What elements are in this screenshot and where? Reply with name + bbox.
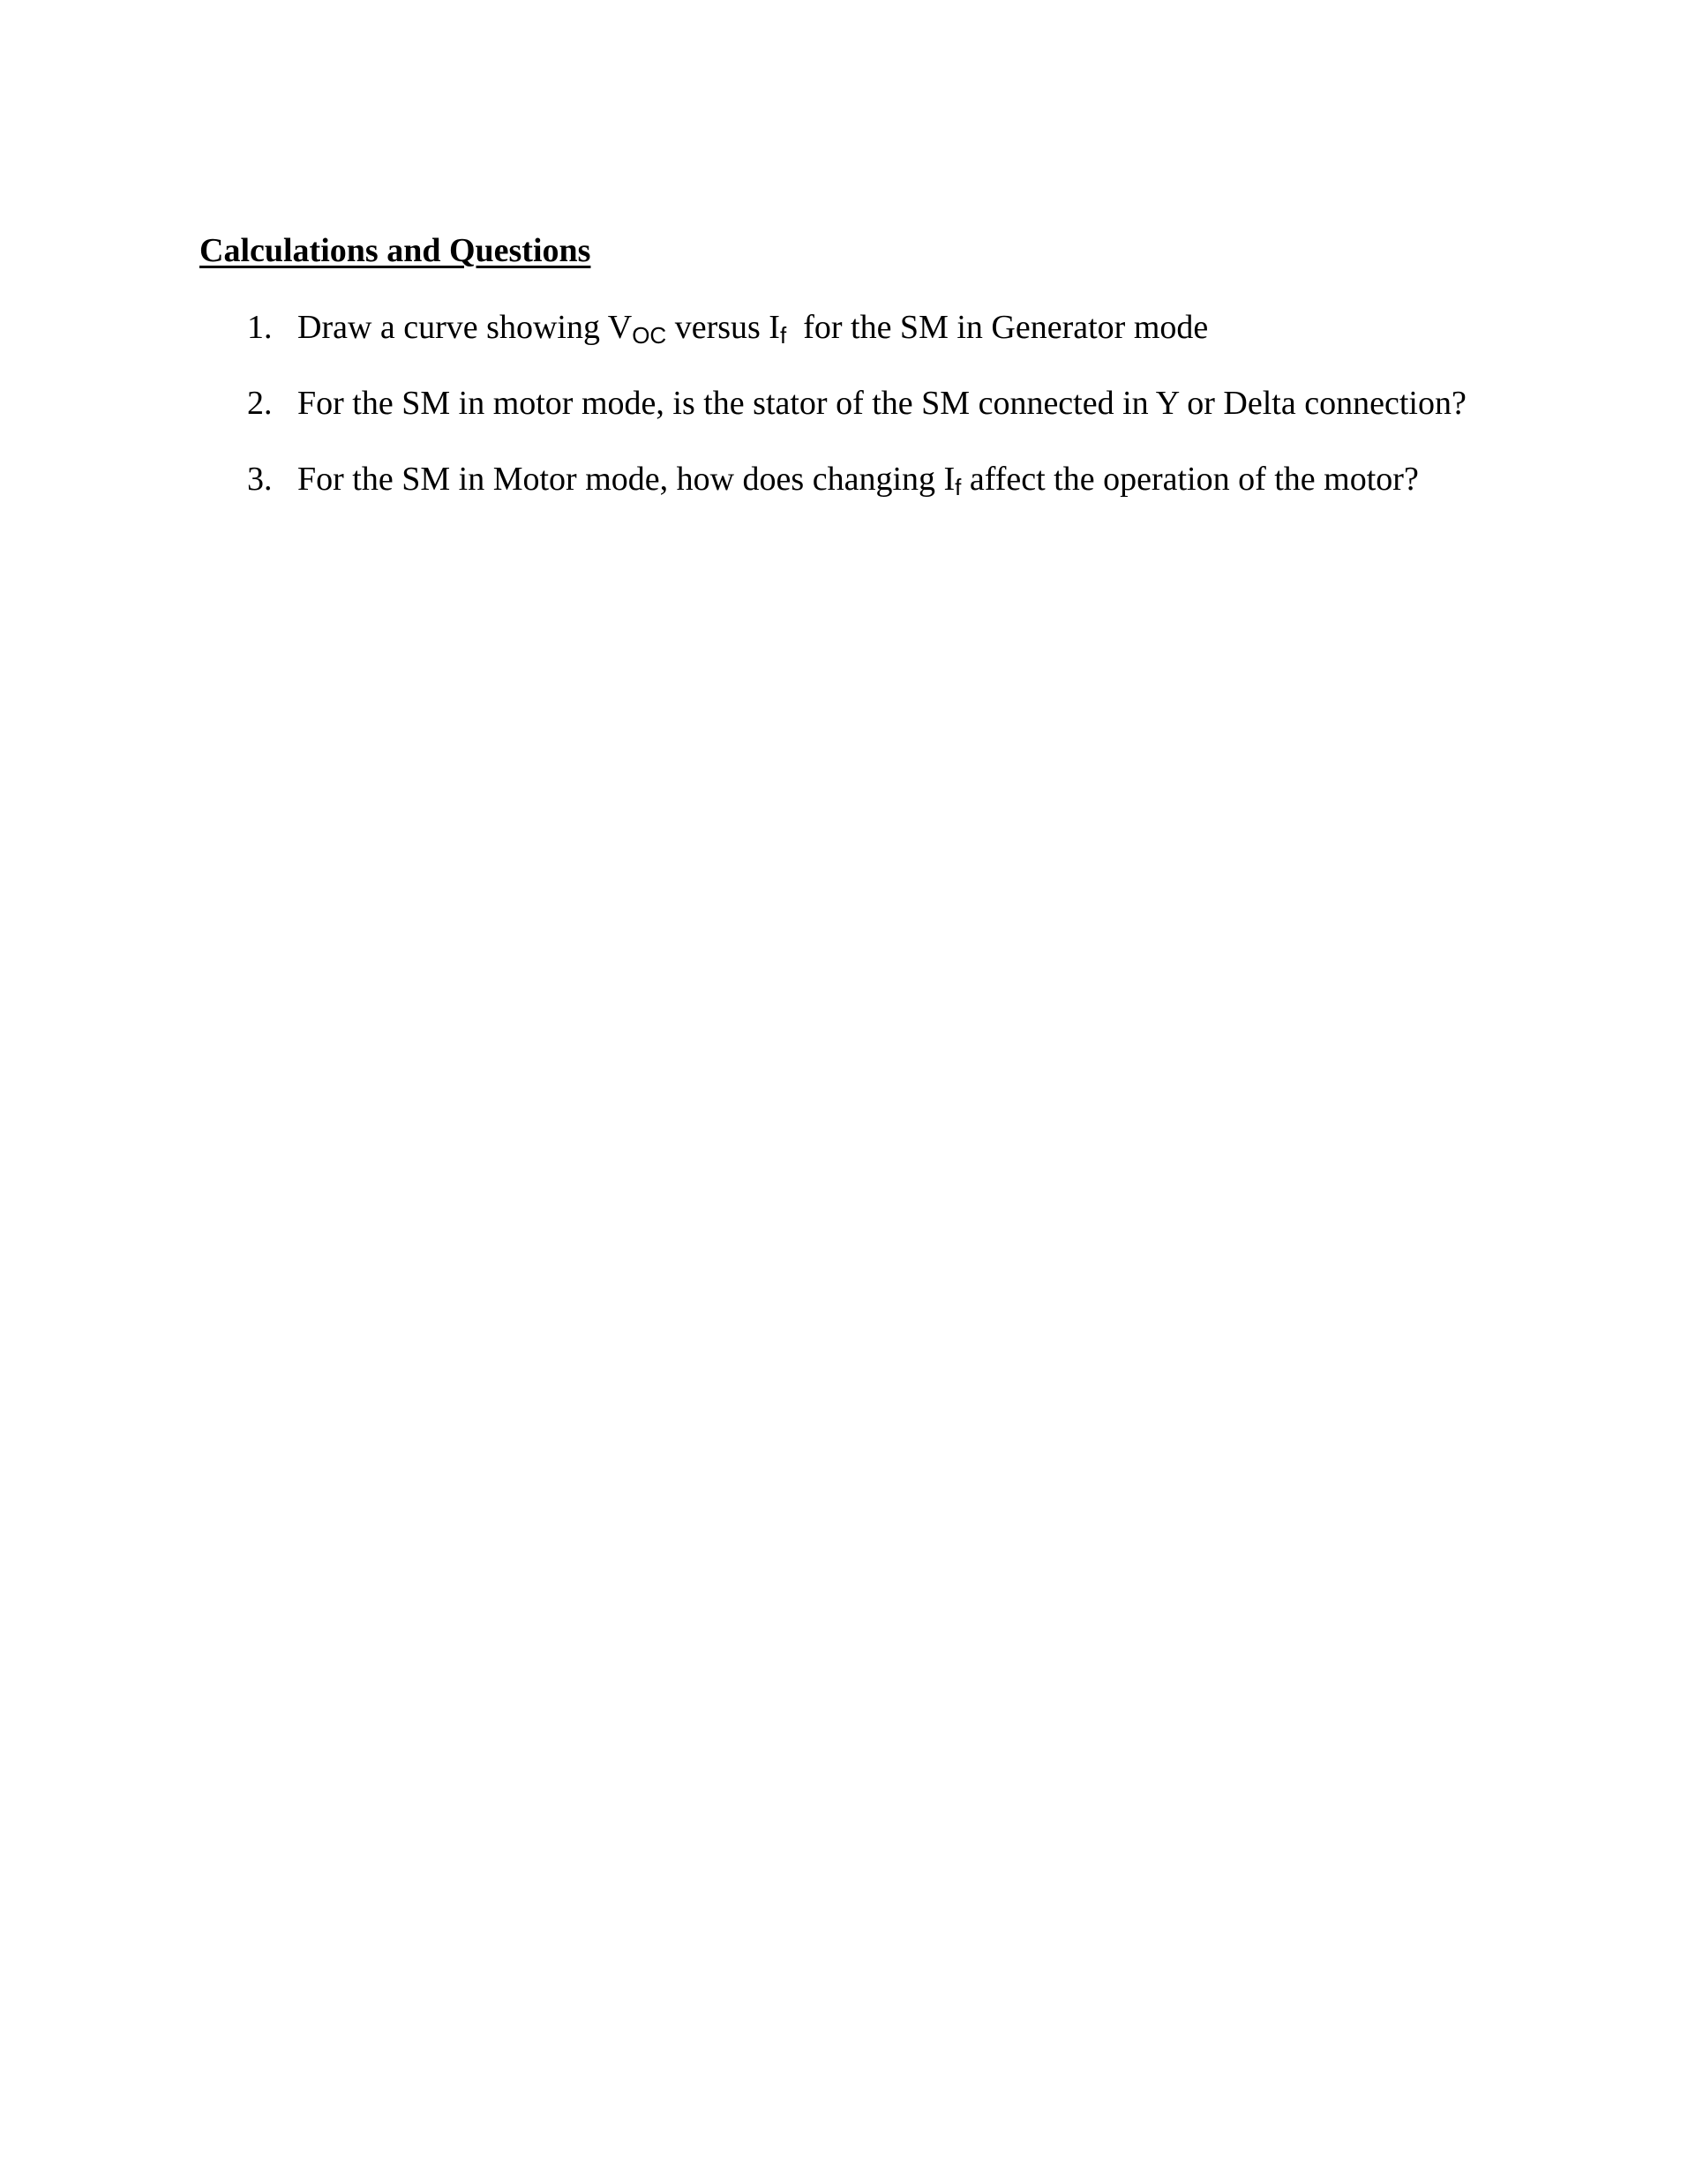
question-text (297, 309, 1209, 349)
subscript-f: f (779, 322, 787, 349)
subscript-f: f (955, 474, 962, 500)
question-text-part: for the SM in Generator mode (786, 309, 1209, 346)
question-1 (247, 308, 1208, 349)
question-text-part: For the SM in Motor mode, how does changing I (297, 461, 956, 498)
question-text-part: affect the operation of the motor? (961, 461, 1419, 498)
question-text: For the SM in motor mode, is the stator of the SM connected in Y or Delta connection? (297, 385, 1467, 422)
question-2 (247, 384, 1467, 424)
question-number: 1. (247, 309, 273, 346)
subscript-oc: OC (632, 322, 667, 349)
question-text (297, 461, 1419, 498)
question-text-part: versus I (666, 309, 780, 346)
question-number: 2. (247, 385, 273, 422)
question-number: 3. (247, 461, 273, 498)
question-3 (247, 460, 1419, 500)
question-text-part: Draw a curve showing V (297, 309, 633, 346)
section-heading: Calculations and Questions (199, 232, 591, 269)
